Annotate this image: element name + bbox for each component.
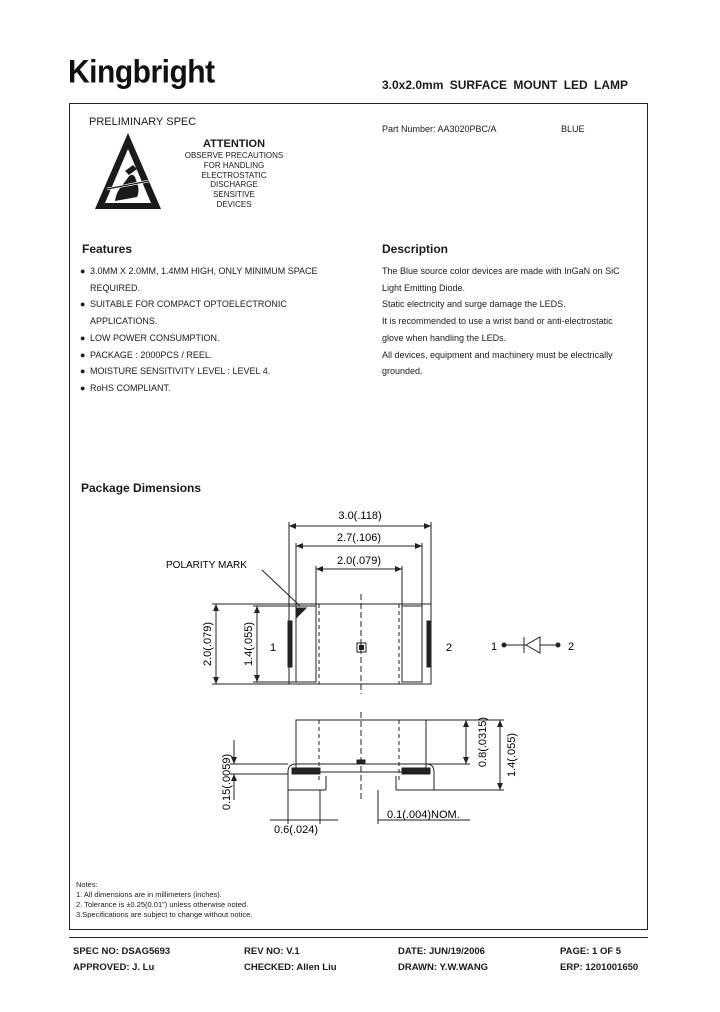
dim-height: 2.0(.079): [202, 621, 214, 667]
dim-pad-gap: 2.0(.079): [336, 555, 382, 567]
description-line: glove when handling the LEDs.: [382, 332, 507, 343]
dim-nominal: 0.1(.004)NOM.: [387, 809, 460, 821]
attention-title: ATTENTION: [202, 138, 266, 150]
description-heading: Description: [382, 242, 449, 256]
footer-approved: APPROVED: J. Lu: [73, 962, 155, 973]
footer-divider: [69, 937, 648, 938]
feature-text: RoHS COMPLIANT.: [90, 382, 171, 393]
kingbright-logo: Kingbright: [68, 54, 215, 91]
description-line: Static electricity and surge damage the LEDS.: [382, 299, 566, 310]
note-line: 3.Specifications are subject to change without notice.: [76, 910, 253, 919]
dim-pad-height: 1.4(.055): [243, 621, 255, 667]
part-color: BLUE: [561, 124, 585, 134]
top-view-body: [289, 604, 431, 684]
polarity-mark-notch: [296, 608, 306, 618]
dim-inner-width: 2.7(.106): [336, 532, 382, 544]
feature-text: PACKAGE : 2000PCS / REEL.: [90, 349, 213, 360]
feature-text: MOISTURE SENSITIVITY LEVEL : LEVEL 4.: [90, 366, 271, 377]
attention-line: SENSITIVE: [213, 190, 255, 200]
dim-side-body: 0.8(.0315): [477, 716, 489, 768]
footer-spec-no: SPEC NO: DSAG5693: [73, 946, 171, 957]
pin-2-label: 2: [446, 642, 453, 654]
footer-page: PAGE: 1 OF 5: [560, 946, 622, 957]
diode-pin-2: 2: [568, 641, 575, 653]
pad-right: [402, 606, 422, 682]
footer-rev-no: REV NO: V.1: [244, 946, 300, 957]
feature-text: 3.0MM X 2.0MM, 1.4MM HIGH, ONLY MINIMUM SPACE REQUIRED.: [90, 266, 318, 293]
bullet-icon: ●: [80, 299, 86, 310]
dim-terminal-thickness: 0.15(.0059): [221, 753, 233, 811]
description-line: grounded.: [382, 366, 423, 377]
note-line: 1. All dimensions are in millimeters (inches).: [76, 890, 222, 899]
description-line: It is recommended to use a wrist band or anti-electrostatic: [382, 316, 613, 327]
feature-text: LOW POWER CONSUMPTION.: [90, 332, 220, 343]
diode-symbol: [502, 637, 560, 653]
dim-overall-width: 3.0(.118): [338, 510, 382, 522]
footer-date: DATE: JUN/19/2006: [398, 946, 485, 957]
spec-status: PRELIMINARY SPEC: [89, 116, 197, 128]
features-heading: Features: [82, 242, 133, 256]
polarity-mark-label: POLARITY MARK: [166, 560, 247, 571]
pad-left: [296, 606, 316, 682]
description-line: The Blue source color devices are made with InGaN on SiC: [382, 266, 620, 276]
feature-text: SUITABLE FOR COMPACT OPTOELECTRONIC APPLICATIONS.: [90, 299, 287, 327]
dim-side-height: 1.4(.055): [506, 732, 518, 778]
description-line: Light Emitting Diode.: [382, 282, 466, 293]
footer-drawn: DRAWN: Y.W.WANG: [398, 962, 489, 973]
dim-terminal-length: 0.6(.024): [274, 824, 319, 836]
attention-line: DISCHARGE: [210, 180, 258, 190]
attention-line: FOR HANDLING: [203, 160, 265, 170]
notes-block: [76, 880, 252, 920]
part-number: Part Number: AA3020PBC/A: [382, 124, 497, 134]
polarity-leader: [262, 570, 300, 606]
attention-line: DEVICES: [216, 199, 252, 209]
notes-heading: Notes:: [76, 880, 98, 889]
bullet-icon: ●: [80, 382, 86, 393]
pad-right-tab: [427, 621, 431, 667]
attention-line: OBSERVE PRECAUTIONS: [184, 151, 284, 160]
bullet-icon: ●: [80, 366, 86, 377]
document-title: 3.0x2.0mm SURFACE MOUNT LED LAMP: [382, 78, 629, 92]
attention-line: ELECTROSTATIC: [201, 170, 267, 180]
footer-erp: ERP: 1201001650: [560, 962, 639, 973]
bullet-icon: ●: [80, 332, 86, 343]
package-dimensions-heading: Package Dimensions: [81, 481, 202, 495]
description-line: All devices, equipment and machinery must be electrically: [382, 349, 613, 360]
pin-1-label: 1: [270, 642, 277, 654]
bullet-icon: ●: [80, 349, 86, 360]
diode-pin-1: 1: [491, 641, 498, 653]
note-line: 2. Tolerance is ±0.25(0.01") unless otherwise noted.: [76, 900, 249, 909]
pad-left-tab: [288, 621, 292, 667]
bullet-icon: ●: [80, 266, 86, 276]
footer-checked: CHECKED: Allen Liu: [244, 962, 337, 973]
